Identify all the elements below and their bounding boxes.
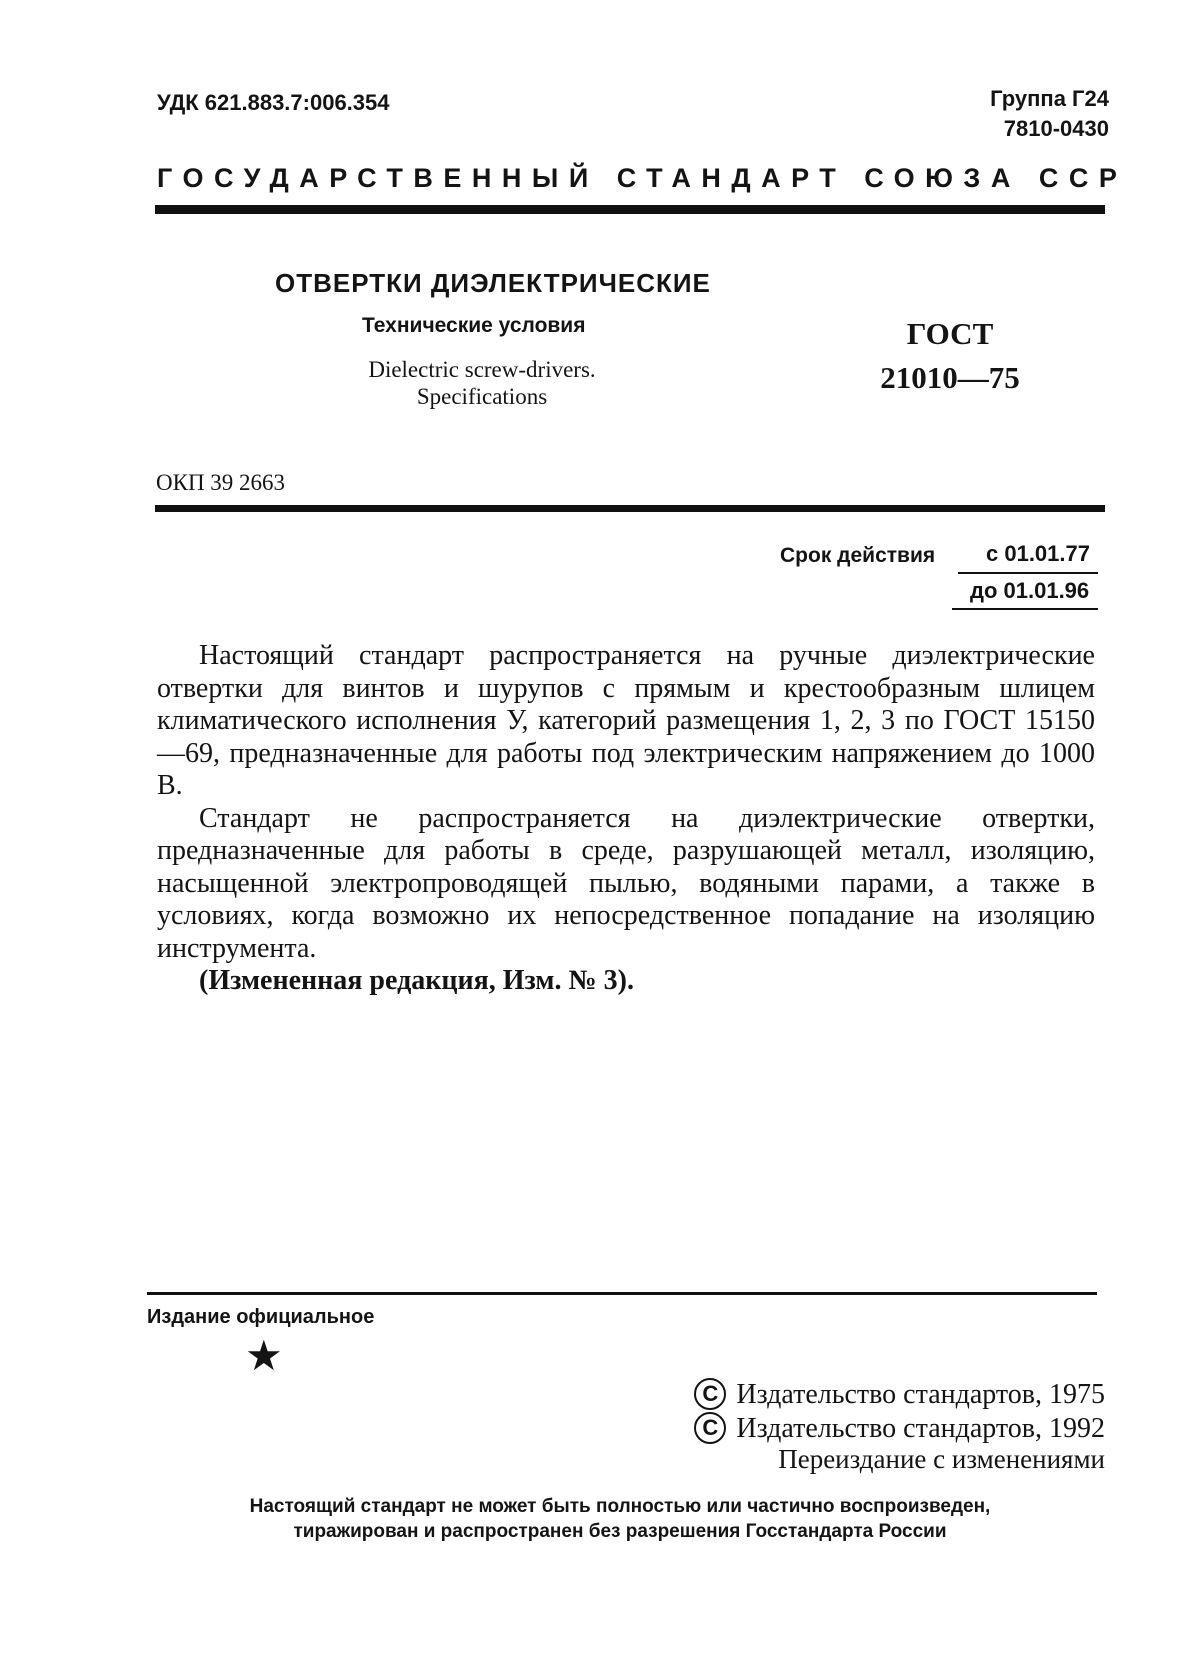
- header-divider: [155, 205, 1105, 214]
- okp-divider: [155, 505, 1105, 512]
- udk-code: УДК 621.883.7:006.354: [157, 90, 390, 115]
- classification-code: 7810-0430: [1003, 116, 1109, 141]
- gost-label: ГОСТ: [906, 316, 994, 351]
- scope-paragraph: Настоящий стандарт распространяется на ручные диэлектрические отвертки для винтов и шурупов с прямым и крестообразным шлицем климатического исполнения У, категорий размещения 1, 2, 3 по ГОСТ 15150—69, предназначенные для работы под электрическим напряжением до 1000 В.: [157, 640, 1095, 801]
- validity-rule-2: [952, 608, 1098, 610]
- copyright-1992: [694, 1412, 1105, 1445]
- copyright-icon: C: [694, 1378, 726, 1410]
- validity-from: с 01.01.77: [986, 541, 1090, 566]
- official-edition: Издание официальное: [147, 1306, 375, 1328]
- validity-to: до 01.01.96: [970, 578, 1090, 603]
- state-standard-heading: ГОСУДАРСТВЕННЫЙ СТАНДАРТ СОЮЗА ССР: [157, 163, 1128, 193]
- star-icon: ★: [245, 1334, 283, 1380]
- copyright-1975: [694, 1378, 1105, 1411]
- group-label: Группа Г24: [990, 86, 1109, 111]
- okp-code: ОКП 39 2663: [156, 470, 286, 495]
- copyright-1992-text: Издательство стандартов, 1992: [736, 1413, 1105, 1444]
- validity-rule-1: [958, 572, 1098, 574]
- english-title-line2: Specifications: [416, 384, 548, 409]
- document-title: ОТВЕРТКИ ДИЭЛЕКТРИЧЕСКИЕ: [275, 268, 711, 298]
- exclusion-paragraph: Стандарт не распространяется на диэлектрические отвертки, предназначенные для работы в среде, разрушающей металл, изоляцию, насыщенной электропроводящей пылью, водяными парами, а также в условиях, когда возможно их непосредственное попадание на изоляцию инструмента.: [157, 802, 1095, 964]
- copyright-1975-text: Издательство стандартов, 1975: [736, 1379, 1105, 1410]
- document-subtitle: Технические условия: [362, 314, 586, 337]
- validity-label: Срок действия: [780, 544, 936, 567]
- body-text: [157, 640, 1095, 998]
- warning-line1: Настоящий стандарт не может быть полностью или частично воспроизведен,: [249, 1496, 991, 1517]
- copyright-icon: C: [694, 1412, 726, 1444]
- group-block: [990, 84, 1109, 144]
- gost-designation: [880, 312, 1020, 400]
- amendment-note: (Измененная редакция, Изм. № 3).: [199, 965, 634, 996]
- footer-divider: [147, 1292, 1097, 1295]
- warning-line2: тиражирован и распространен без разрешения Госстандарта России: [293, 1521, 947, 1542]
- english-title: [347, 356, 617, 410]
- gost-number: 21010—75: [880, 360, 1020, 395]
- reprint-note: Переиздание с изменениями: [778, 1444, 1105, 1474]
- reproduction-warning: [140, 1494, 1100, 1544]
- english-title-line1: Dielectric screw-drivers.: [368, 357, 596, 382]
